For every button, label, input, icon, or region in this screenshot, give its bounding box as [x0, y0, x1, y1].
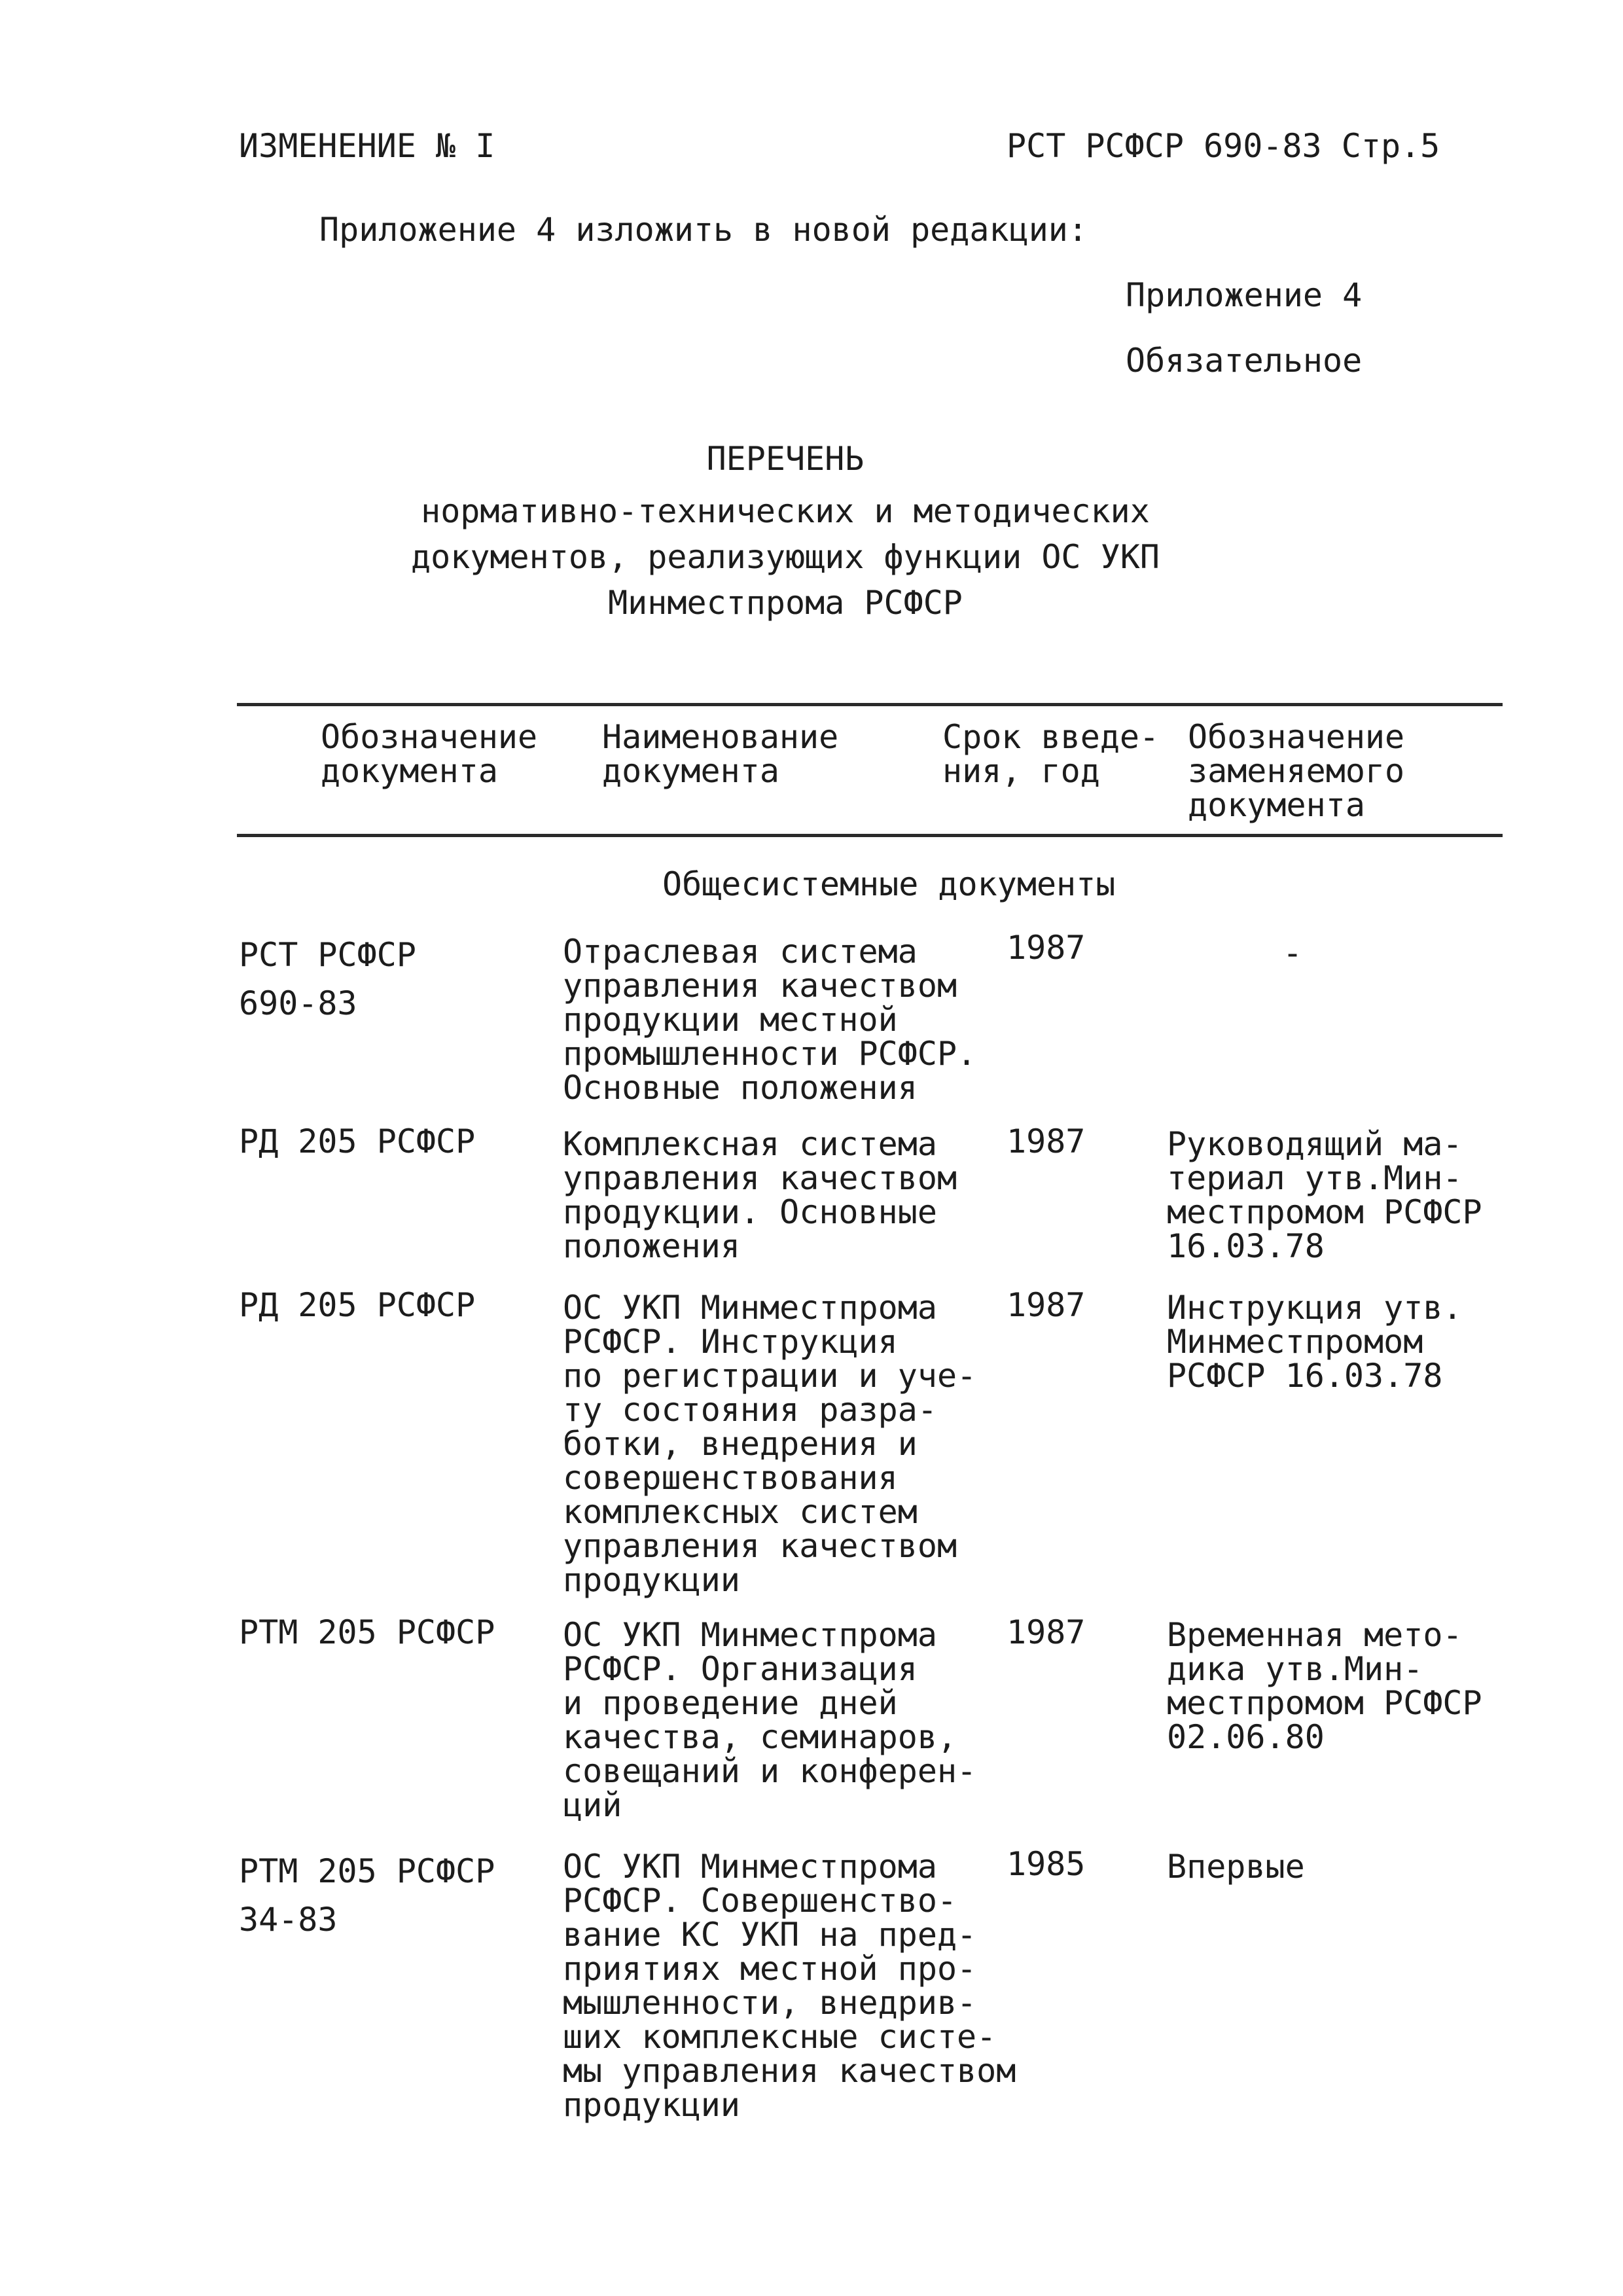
standard-page-ref: РСТ РСФСР 690-83 Стр.5 [1007, 127, 1440, 165]
table-header-rule [237, 834, 1503, 837]
table-row-1-name: Отраслевая система управления качеством продукции местной промышленности РСФСР. Основные положения [563, 933, 977, 1107]
table-row-5-name: ОС УКП Минместпрома РСФСР. Совершенство- вание КС УКП на пред- приятиях местной про- мышленности, внедрив- ших комплексные систе- мы управления качеством продукции [563, 1848, 1016, 2124]
col-header-designation: Обозначение документа [321, 718, 538, 790]
table-row-1-year: 1987 [1007, 929, 1086, 967]
change-number: ИЗМЕНЕНИЕ № I [239, 127, 495, 165]
col-header-year: Срок введе- ния, год [942, 718, 1160, 790]
table-row-3-designation: РД 205 РСФСР [239, 1286, 476, 1324]
title-line-1: нормативно-технических и методических [421, 492, 1150, 530]
table-row-5-replaced: Впервые [1167, 1848, 1305, 1886]
table-row-4-replaced: Временная мето- дика утв.Мин- местпромом РСФСР 02.06.80 [1167, 1616, 1482, 1756]
instruction-text: Приложение 4 изложить в новой редакции: [319, 211, 1088, 249]
table-row-3-year: 1987 [1007, 1286, 1086, 1324]
table-row-2-replaced: Руководящий ма- териал утв.Мин- местпромом РСФСР 16.03.78 [1167, 1125, 1482, 1265]
table-row-2-designation: РД 205 РСФСР [239, 1122, 476, 1160]
title-line-2: документов, реализующих функции ОС УКП [411, 538, 1160, 576]
table-row-3-name: ОС УКП Минместпрома РСФСР. Инструкция по регистрации и уче- ту состояния разра- ботки, внедрения и совершенствования комплексных систем управления качеством продукции [563, 1289, 977, 1599]
table-row-1-designation: РСТ РСФСР 690-83 [239, 936, 416, 1022]
appendix-status: Обязательное [1126, 342, 1363, 380]
section-title: Общесистемные документы [662, 865, 1116, 903]
table-row-4-designation: РТМ 205 РСФСР [239, 1613, 495, 1651]
table-row-5-designation: РТМ 205 РСФСР 34-83 [239, 1852, 495, 1939]
table-row-4-name: ОС УКП Минместпрома РСФСР. Организация и проведение дней качества, семинаров, совещаний и конферен- ций [563, 1616, 977, 1824]
table-row-5-year: 1985 [1007, 1845, 1086, 1883]
table-row-2-year: 1987 [1007, 1122, 1086, 1160]
col-header-name: Наименование документа [602, 718, 839, 790]
col-header-replaced: Обозначение заменяемого документа [1188, 718, 1405, 824]
table-row-3-replaced: Инструкция утв. Минместпромом РСФСР 16.03.78 [1167, 1289, 1463, 1395]
title-heading: ПЕРЕЧЕНЬ [706, 440, 865, 478]
table-row-4-year: 1987 [1007, 1613, 1086, 1651]
appendix-label: Приложение 4 [1126, 276, 1363, 314]
table-top-rule [237, 703, 1503, 706]
title-line-3: Минместпрома РСФСР [608, 584, 963, 622]
table-row-1-replaced: - [1283, 934, 1303, 972]
table-row-2-name: Комплексная система управления качеством продукции. Основные положения [563, 1125, 957, 1265]
